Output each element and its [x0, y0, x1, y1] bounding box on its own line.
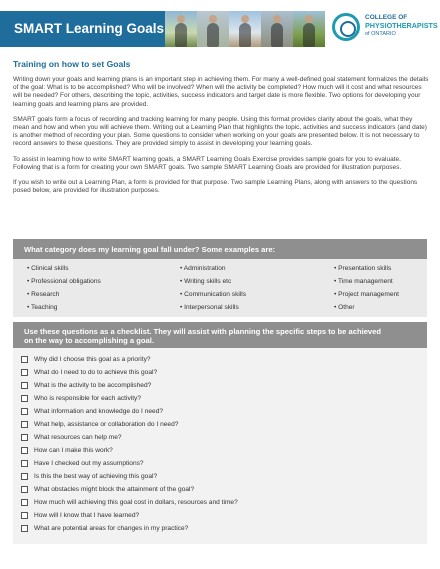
- checklist-question: What obstacles might block the attainment of the goal?: [34, 486, 195, 493]
- checkbox[interactable]: [21, 460, 28, 467]
- checklist-heading-line-2: on the way to accomplishing a goal.: [24, 336, 154, 345]
- category-item: • Other: [334, 304, 355, 311]
- category-column-2: [180, 262, 246, 314]
- checklist-heading: [13, 322, 427, 348]
- checklist-question: What information and knowledge do I need?: [34, 408, 164, 415]
- checklist-item: [21, 522, 421, 535]
- checkbox[interactable]: [21, 525, 28, 532]
- checkbox[interactable]: [21, 434, 28, 441]
- header-photo-2: [197, 11, 229, 47]
- logo-line-3: of ONTARIO: [365, 31, 396, 37]
- checkbox[interactable]: [21, 421, 28, 428]
- checklist-item: [21, 379, 421, 392]
- checklist: [21, 353, 421, 535]
- checkbox[interactable]: [21, 473, 28, 480]
- intro-section: [13, 59, 429, 202]
- checklist-question: What do I need to do to achieve this goal?: [34, 369, 158, 376]
- category-column-1: [27, 262, 101, 314]
- category-item: • Clinical skills: [27, 265, 69, 272]
- checklist-item: [21, 366, 421, 379]
- intro-paragraph: Writing down your goals and learning plans is an important step in achieving them. For many a well-defined goal statement formalizes the details of the goal: What is to be accomplished? Who will be involved? When will the activity be completed? How much will it cost and what resources will be needed? For others, describing the topic, activities, success indicators and target date is more flexible. Two options for developing your learning goals and learning plans are provided.: [13, 76, 429, 108]
- logo-line-1: COLLEGE OF: [365, 14, 408, 21]
- logo-line-2: PHYSIOTHERAPISTS: [365, 21, 438, 30]
- checklist-item: [21, 392, 421, 405]
- title-bar: [0, 11, 165, 47]
- checklist-question: How much will achieving this goal cost in dollars, resources and time?: [34, 499, 238, 506]
- checkbox[interactable]: [21, 486, 28, 493]
- checkbox[interactable]: [21, 447, 28, 454]
- checklist-question: What is the activity to be accomplished?: [34, 382, 152, 389]
- checklist-item: [21, 496, 421, 509]
- header-photo-5: [293, 11, 325, 47]
- category-item: • Writing skills etc: [180, 278, 232, 285]
- college-logo: [332, 12, 440, 46]
- checklist-item: [21, 444, 421, 457]
- checkbox[interactable]: [21, 382, 28, 389]
- checkbox[interactable]: [21, 512, 28, 519]
- category-item: • Time management: [334, 278, 393, 285]
- checklist-item: [21, 457, 421, 470]
- checklist-item: [21, 418, 421, 431]
- page-header: [0, 0, 440, 50]
- header-photo-1: [165, 11, 197, 47]
- checklist-question: Have I checked out my assumptions?: [34, 460, 144, 467]
- category-item: • Professional obligations: [27, 278, 101, 285]
- logo-mark-icon: [332, 13, 360, 41]
- category-item: • Research: [27, 291, 60, 298]
- checkbox[interactable]: [21, 408, 28, 415]
- category-item: • Administration: [180, 265, 226, 272]
- category-column-3: [334, 262, 399, 314]
- checklist-question: What are potential areas for changes in my practice?: [34, 525, 189, 532]
- header-photo-3: [229, 11, 261, 47]
- page-title: SMART Learning Goals: [14, 21, 165, 36]
- checklist-question: How will I know that I have learned?: [34, 512, 140, 519]
- checklist-question: Why did I choose this goal as a priority?: [34, 356, 151, 363]
- header-photo-strip: [165, 11, 325, 47]
- category-item: • Teaching: [27, 304, 58, 311]
- header-photo-4: [261, 11, 293, 47]
- checkbox[interactable]: [21, 499, 28, 506]
- checklist-question: How can I make this work?: [34, 447, 113, 454]
- checklist-item: [21, 509, 421, 522]
- category-heading: What category does my learning goal fall under? Some examples are:: [13, 239, 427, 259]
- intro-paragraph: If you wish to write out a Learning Plan, a form is provided for that purpose. Two sample Learning Plans, along with answers to the questions posed below, are provided for illustration purposes.: [13, 179, 418, 195]
- checkbox[interactable]: [21, 395, 28, 402]
- checklist-item: [21, 353, 421, 366]
- checklist-item: [21, 431, 421, 444]
- checklist-question: What help, assistance or collaboration do I need?: [34, 421, 179, 428]
- category-item: • Presentation skills: [334, 265, 392, 272]
- category-section: [13, 239, 427, 317]
- checklist-item: [21, 405, 421, 418]
- checklist-question: Who is responsible for each activity?: [34, 395, 142, 402]
- intro-paragraph: To assist in learning how to write SMART learning goals, a SMART Learning Goals Exercise provides sample goals for you to evaluate. Following that is a form for creating your own SMART goals. Two sample SMART Learning Goals are provided for illustration purposes.: [13, 155, 402, 171]
- checkbox[interactable]: [21, 369, 28, 376]
- checkbox[interactable]: [21, 356, 28, 363]
- logo-text: [365, 14, 438, 38]
- checklist-question: Is this the best way of achieving this goal?: [34, 473, 158, 480]
- checklist-question: What resources can help me?: [34, 434, 122, 441]
- checklist-item: [21, 470, 421, 483]
- intro-paragraph: SMART goals form a focus of recording and tracking learning for many people. Using this format provides clarity about the goals, what they mean and how and when you will achieve them. Writing out a Learning Plan that highlights the topic, activities and success indicators (and date) is another method of recording your plan. Some questions to consider when working on your goals are presented below. It is not necessary to record answers to these questions. They are provided simply to assist in developing your learning goals.: [13, 115, 427, 148]
- category-item: • Communication skills: [180, 291, 247, 298]
- checklist-section: [13, 322, 427, 544]
- intro-heading: Training on how to set Goals: [13, 59, 131, 69]
- category-grid: [27, 262, 417, 314]
- checklist-heading-line-1: Use these questions as a checklist. They will assist with planning the specific steps to be achieved: [24, 327, 382, 336]
- checklist-item: [21, 483, 421, 496]
- category-item: • Project management: [334, 291, 399, 298]
- category-item: • Interpersonal skills: [180, 304, 239, 311]
